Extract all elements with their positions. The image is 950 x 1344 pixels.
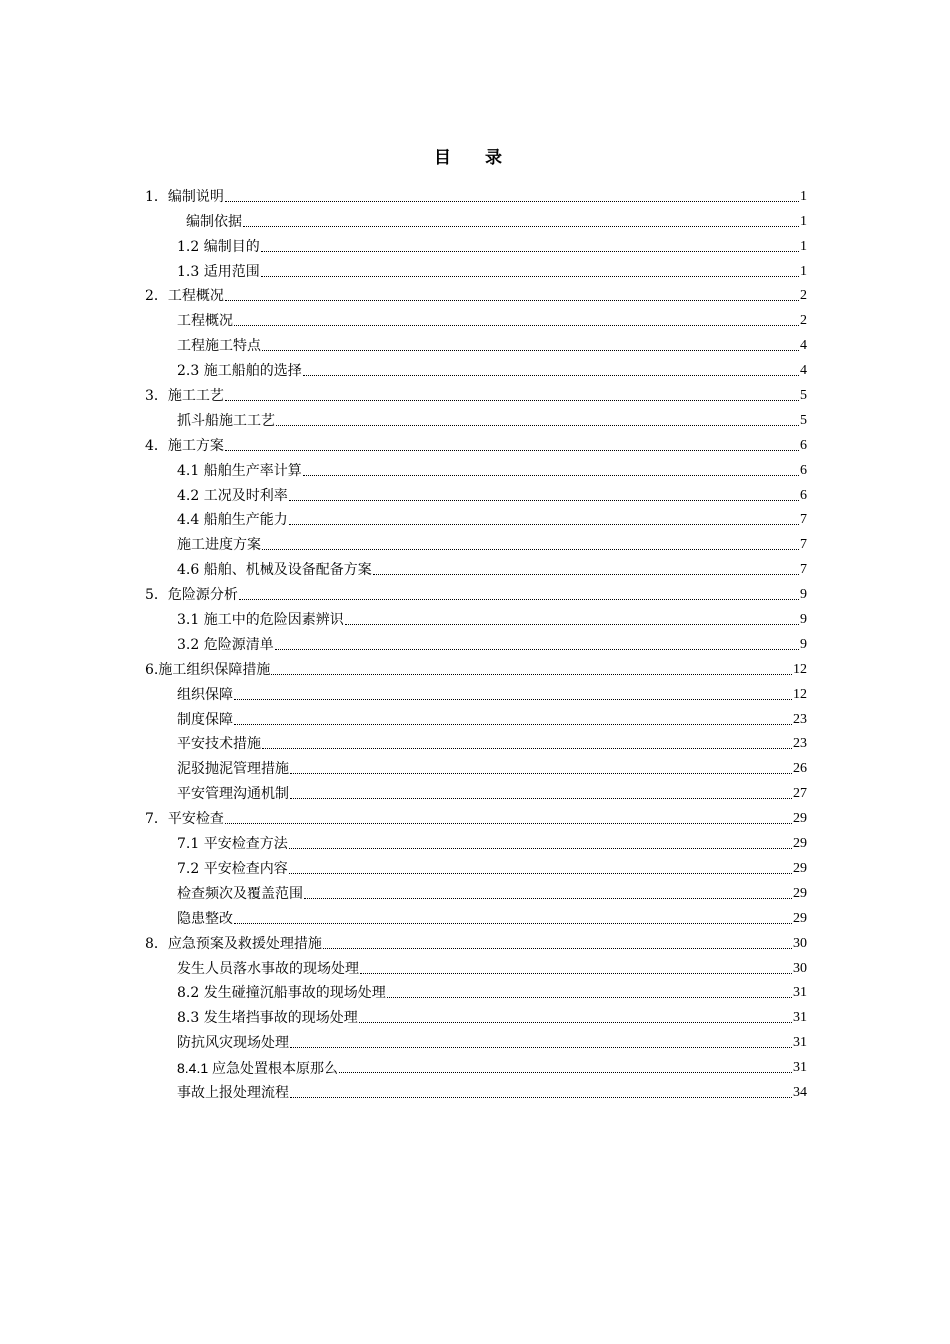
toc-dot-leader [304,897,792,899]
toc-entry-page-number: 9 [800,636,807,652]
toc-entry[interactable] [145,604,807,629]
toc-entry-title: 2.3 施工船舶的选择 [177,363,302,380]
toc-entry-title: 平安管理沟通机制 [177,786,289,803]
toc-dot-leader [290,772,792,774]
toc-entry-page-number: 1 [800,188,807,204]
toc-entry-title: 8.3 发生堵挡事故的现场处理 [177,1010,358,1027]
toc-entry-title: 工程概况 [177,313,233,330]
toc-entry-title: 5．危险源分析 [145,587,238,604]
toc-entry[interactable] [145,505,807,530]
toc-entry-page-number: 31 [793,1010,807,1026]
toc-entry-page-number: 2 [800,313,807,329]
toc-dot-leader [225,399,799,401]
toc-entry[interactable] [145,978,807,1003]
toc-dot-leader [225,822,792,824]
toc-dot-leader [262,349,799,351]
toc-entry-page-number: 4 [800,338,807,354]
toc-dot-leader [261,275,799,277]
toc-dot-leader [261,250,799,252]
toc-entry-page-number: 9 [800,612,807,628]
toc-entry-title: 4.2 工况及时利率 [177,487,288,504]
toc-entry[interactable] [145,554,807,579]
toc-entry-title: 施工进度方案 [177,537,261,554]
toc-entry-title: 泥驳抛泥管理措施 [177,761,289,778]
toc-dot-leader [276,424,799,426]
toc-entry-page-number: 6 [800,487,807,503]
toc-entry-page-number: 29 [793,910,807,926]
toc-entry-page-number: 29 [793,836,807,852]
toc-entry-title: 发生人员落水事故的现场处理 [177,960,359,977]
toc-entry[interactable] [145,928,807,953]
toc-entry-page-number: 6 [800,437,807,453]
toc-entry-title: 7.1 平安检查方法 [177,836,288,853]
toc-dot-leader [289,847,792,849]
toc-entry-title: 隐患整改 [177,910,233,927]
toc-entry-title: 4.4 船舶生产能力 [177,512,288,529]
toc-entry-page-number: 30 [793,935,807,951]
toc-entry-page-number: 29 [793,811,807,827]
toc-entry-page-number: 7 [800,512,807,528]
toc-entry-page-number: 2 [800,288,807,304]
toc-entry-title: 检查频次及覆盖范围 [177,885,303,902]
toc-entry-title: 8．应急预案及救援处理措施 [145,935,322,952]
toc-dot-leader [262,747,792,749]
toc-entry-page-number: 1 [800,213,807,229]
toc-entry-title: 组织保障 [177,686,233,703]
toc-entry[interactable] [145,281,807,306]
toc-entry-title: 制度保障 [177,711,233,728]
toc-dot-leader [271,673,792,675]
toc-entry[interactable] [145,803,807,828]
toc-entry-title: 2．工程概况 [145,288,224,305]
toc-entry-title: 编制依据 [186,213,242,230]
toc-entry-page-number: 9 [800,587,807,603]
toc-entry-page-number: 4 [800,363,807,379]
toc-entry-title: 3．施工工艺 [145,388,224,405]
toc-dot-leader [225,200,799,202]
toc-dot-leader [303,374,799,376]
toc-dot-leader [234,922,792,924]
toc-dot-leader [289,499,799,501]
toc-entry[interactable] [145,305,807,330]
toc-entry-title: 8.2 发生碰撞沉船事故的现场处理 [177,985,386,1002]
toc-entry[interactable] [145,704,807,729]
toc-dot-leader [234,324,799,326]
toc-entry-page-number: 12 [793,661,807,677]
toc-entry[interactable] [145,1027,807,1052]
toc-entry-page-number: 5 [800,412,807,428]
toc-dot-leader [387,996,792,998]
toc-entry-title: 1.3 适用范围 [177,263,260,280]
toc-title: 目 录 [434,148,516,168]
toc-entry-page-number: 7 [800,562,807,578]
toc-entry-page-number: 5 [800,388,807,404]
toc-entry[interactable] [145,1052,807,1077]
toc-entry[interactable] [145,480,807,505]
toc-entry[interactable] [145,430,807,455]
toc-entry-page-number: 34 [793,1084,807,1100]
toc-entry-title: 1．编制说明 [145,188,224,205]
toc-dot-leader [262,548,799,550]
toc-entry-page-number: 31 [793,1060,807,1076]
toc-dot-leader [239,598,799,600]
toc-dot-leader [339,1071,792,1073]
toc-entry[interactable] [145,455,807,480]
toc-entry-title: 4.6 船舶、机械及设备配备方案 [177,562,372,579]
toc-entry-page-number: 27 [793,786,807,802]
toc-entry[interactable] [145,753,807,778]
toc-entry-title: 防抗风灾现场处理 [177,1035,289,1052]
toc-entry[interactable] [145,330,807,355]
toc-dot-leader [243,225,799,227]
toc-entry[interactable] [145,853,807,878]
toc-dot-leader [225,299,799,301]
toc-dot-leader [323,947,792,949]
table-of-contents [145,181,807,1102]
toc-entry-title: 抓斗船施工工艺 [177,412,275,429]
toc-dot-leader [359,1021,792,1023]
toc-entry-title: 4.1 船舶生产率计算 [177,462,302,479]
toc-entry[interactable] [145,405,807,430]
toc-entry-title: 4．施工方案 [145,437,224,454]
toc-entry-page-number: 23 [793,736,807,752]
toc-dot-leader [360,972,792,974]
toc-entry-page-number: 29 [793,860,807,876]
toc-dot-leader [290,1046,792,1048]
toc-entry[interactable] [145,953,807,978]
toc-entry[interactable] [145,529,807,554]
toc-entry-page-number: 30 [793,960,807,976]
toc-entry-page-number: 31 [793,985,807,1001]
toc-dot-leader [234,698,792,700]
toc-entry[interactable] [145,355,807,380]
toc-entry[interactable] [145,380,807,405]
toc-entry-page-number: 31 [793,1035,807,1051]
toc-entry-page-number: 12 [793,686,807,702]
toc-dot-leader [373,573,799,575]
toc-entry[interactable] [145,1077,807,1102]
toc-entry-page-number: 1 [800,263,807,279]
toc-dot-leader [234,723,792,725]
toc-entry-title: 7.2 平安检查内容 [177,860,288,877]
toc-entry-page-number: 7 [800,537,807,553]
toc-entry-page-number: 1 [800,238,807,254]
toc-entry-title: 事故上报处理流程 [177,1084,289,1101]
toc-entry[interactable] [145,1002,807,1027]
toc-entry-title: 6.施工组织保障措施 [145,661,271,678]
toc-entry-title: 工程施工特点 [177,338,261,355]
toc-entry[interactable] [145,778,807,803]
toc-entry[interactable] [145,729,807,754]
toc-entry[interactable] [145,181,807,206]
toc-entry-page-number: 29 [793,885,807,901]
toc-dot-leader [289,523,799,525]
toc-entry[interactable] [145,231,807,256]
toc-entry[interactable] [145,654,807,679]
toc-entry[interactable] [145,903,807,928]
toc-entry[interactable] [145,828,807,853]
toc-entry[interactable] [145,629,807,654]
toc-entry-title: 3.2 危险源清单 [177,636,274,653]
toc-entry[interactable] [145,878,807,903]
toc-entry-title: 7．平安检查 [145,811,224,828]
toc-entry-title: 1.2 编制目的 [177,238,260,255]
toc-entry[interactable] [145,256,807,281]
toc-dot-leader [345,623,799,625]
toc-entry-title: 3.1 施工中的危险因素辨识 [177,612,344,629]
toc-dot-leader [290,797,792,799]
toc-entry-page-number: 23 [793,711,807,727]
toc-entry-page-number: 26 [793,761,807,777]
toc-entry-title: 平安技术措施 [177,736,261,753]
toc-entry[interactable] [145,679,807,704]
toc-dot-leader [303,474,799,476]
toc-dot-leader [225,449,799,451]
toc-entry-title: 8.4.1 应急处置根本原那么 [177,1060,339,1077]
toc-dot-leader [275,648,799,650]
toc-dot-leader [290,1096,792,1098]
toc-entry-page-number: 6 [800,462,807,478]
toc-dot-leader [289,872,792,874]
toc-entry[interactable] [145,579,807,604]
toc-entry[interactable] [145,206,807,231]
